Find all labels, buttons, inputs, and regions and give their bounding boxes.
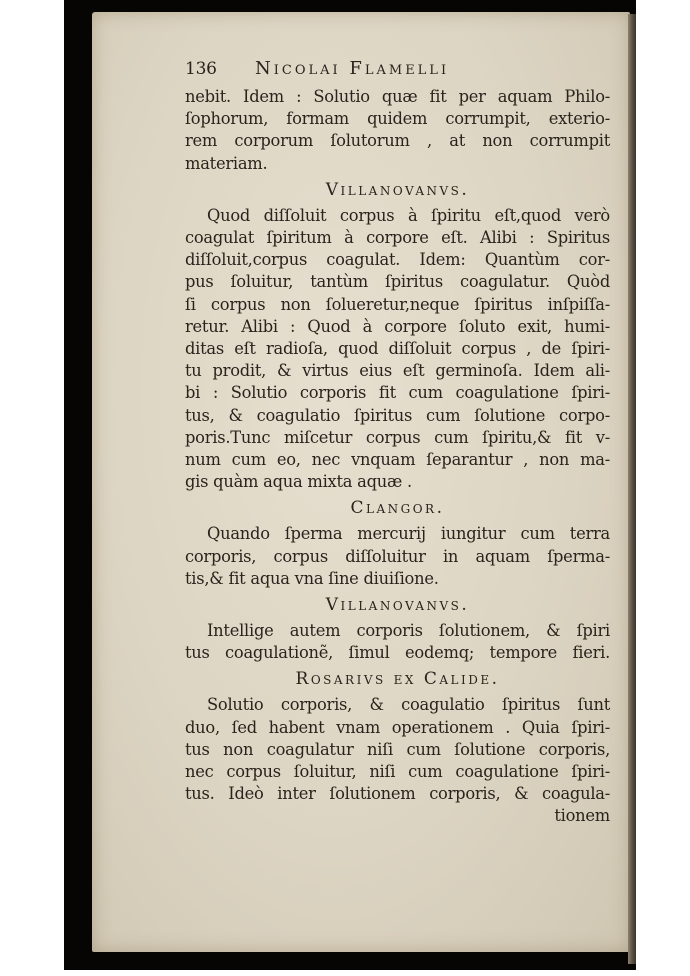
text-line: corporis, corpus diſſoluitur in aquam ſperma- bbox=[185, 546, 610, 566]
text-line: poris.Tunc miſcetur corpus cum ſpiritu,& fit v- bbox=[185, 427, 610, 447]
paragraph-5 bbox=[185, 694, 610, 827]
text-line: ſi corpus non ſolueretur,neque ſpiritus inſpiſſa- bbox=[185, 294, 610, 314]
section-heading: Rosarivs ex Calide. bbox=[295, 669, 500, 690]
text-line: coagulat ſpiritum à corpore eſt. Alibi : Spiritus bbox=[185, 228, 610, 248]
section-heading: Villanovanvs. bbox=[325, 595, 470, 616]
catchword: tionem bbox=[554, 806, 610, 826]
paragraph-1 bbox=[185, 86, 610, 175]
text-line: num cum eo, nec vnquam ſeparantur , non ma- bbox=[185, 450, 610, 470]
paragraph-3 bbox=[185, 523, 610, 590]
page-header bbox=[185, 58, 610, 86]
section-heading: Villanovanvs. bbox=[325, 179, 470, 200]
text-line: tus non coagulatur niſi cum ſolutione corporis, bbox=[185, 739, 610, 759]
running-title: Nicolai Flamelli bbox=[255, 58, 450, 79]
text-line: nec corpus ſoluitur, niſi cum coagulatione ſpiri- bbox=[185, 762, 610, 782]
text-line: gis quàm aqua mixta aquæ . bbox=[185, 472, 412, 492]
section-heading: Clangor. bbox=[350, 498, 445, 519]
paragraph-2 bbox=[185, 205, 610, 494]
page-edge bbox=[628, 14, 636, 964]
page-number: 136 bbox=[185, 59, 217, 79]
text-line: tu prodit, & virtus eius eſt germinoſa. Idem ali- bbox=[185, 361, 610, 381]
text-line: tis,& fit aqua vna ſine diuiſione. bbox=[185, 568, 439, 588]
text-line: tus, & coagulatio ſpiritus cum ſolutione corpo- bbox=[185, 405, 610, 425]
text-line: tus coagulationẽ, ſimul eodemq; tempore fieri. bbox=[185, 643, 610, 663]
text-line: retur. Alibi : Quod à corpore ſoluto exit, humi- bbox=[185, 316, 610, 336]
paragraph-4 bbox=[185, 620, 610, 664]
text-line: bi : Solutio corporis fit cum coagulatione ſpiri- bbox=[185, 383, 610, 403]
text-line: ſophorum, formam quidem corrumpit, exterio- bbox=[185, 109, 610, 129]
text-line: Quando ſperma mercurij iungitur cum terra bbox=[207, 524, 610, 544]
text-line: Intellige autem corporis ſolutionem, & ſpiri bbox=[207, 621, 610, 641]
text-line: Solutio corporis, & coagulatio ſpiritus ſunt bbox=[207, 695, 610, 715]
text-line: materiam. bbox=[185, 153, 268, 173]
page-text bbox=[185, 58, 610, 828]
text-line: diſſoluit,corpus coagulat. Idem: Quantùm cor- bbox=[185, 250, 610, 270]
text-line: ditas eſt radioſa, quod diſſoluit corpus , de ſpiri- bbox=[185, 339, 610, 359]
text-line: duo, ſed habent vnam operationem . Quia ſpiri- bbox=[185, 717, 610, 737]
text-line: Quod diſſoluit corpus à ſpiritu eſt,quod verò bbox=[207, 205, 610, 225]
text-line: nebit. Idem : Solutio quæ fit per aquam Philo- bbox=[185, 87, 610, 106]
text-line: rem corporum ſolutorum , at non corrumpit bbox=[185, 131, 610, 151]
text-line: pus ſoluitur, tantùm ſpiritus coagulatur. Quòd bbox=[185, 272, 610, 292]
text-line: tus. Ideò inter ſolutionem corporis, & coagula- bbox=[185, 784, 610, 804]
